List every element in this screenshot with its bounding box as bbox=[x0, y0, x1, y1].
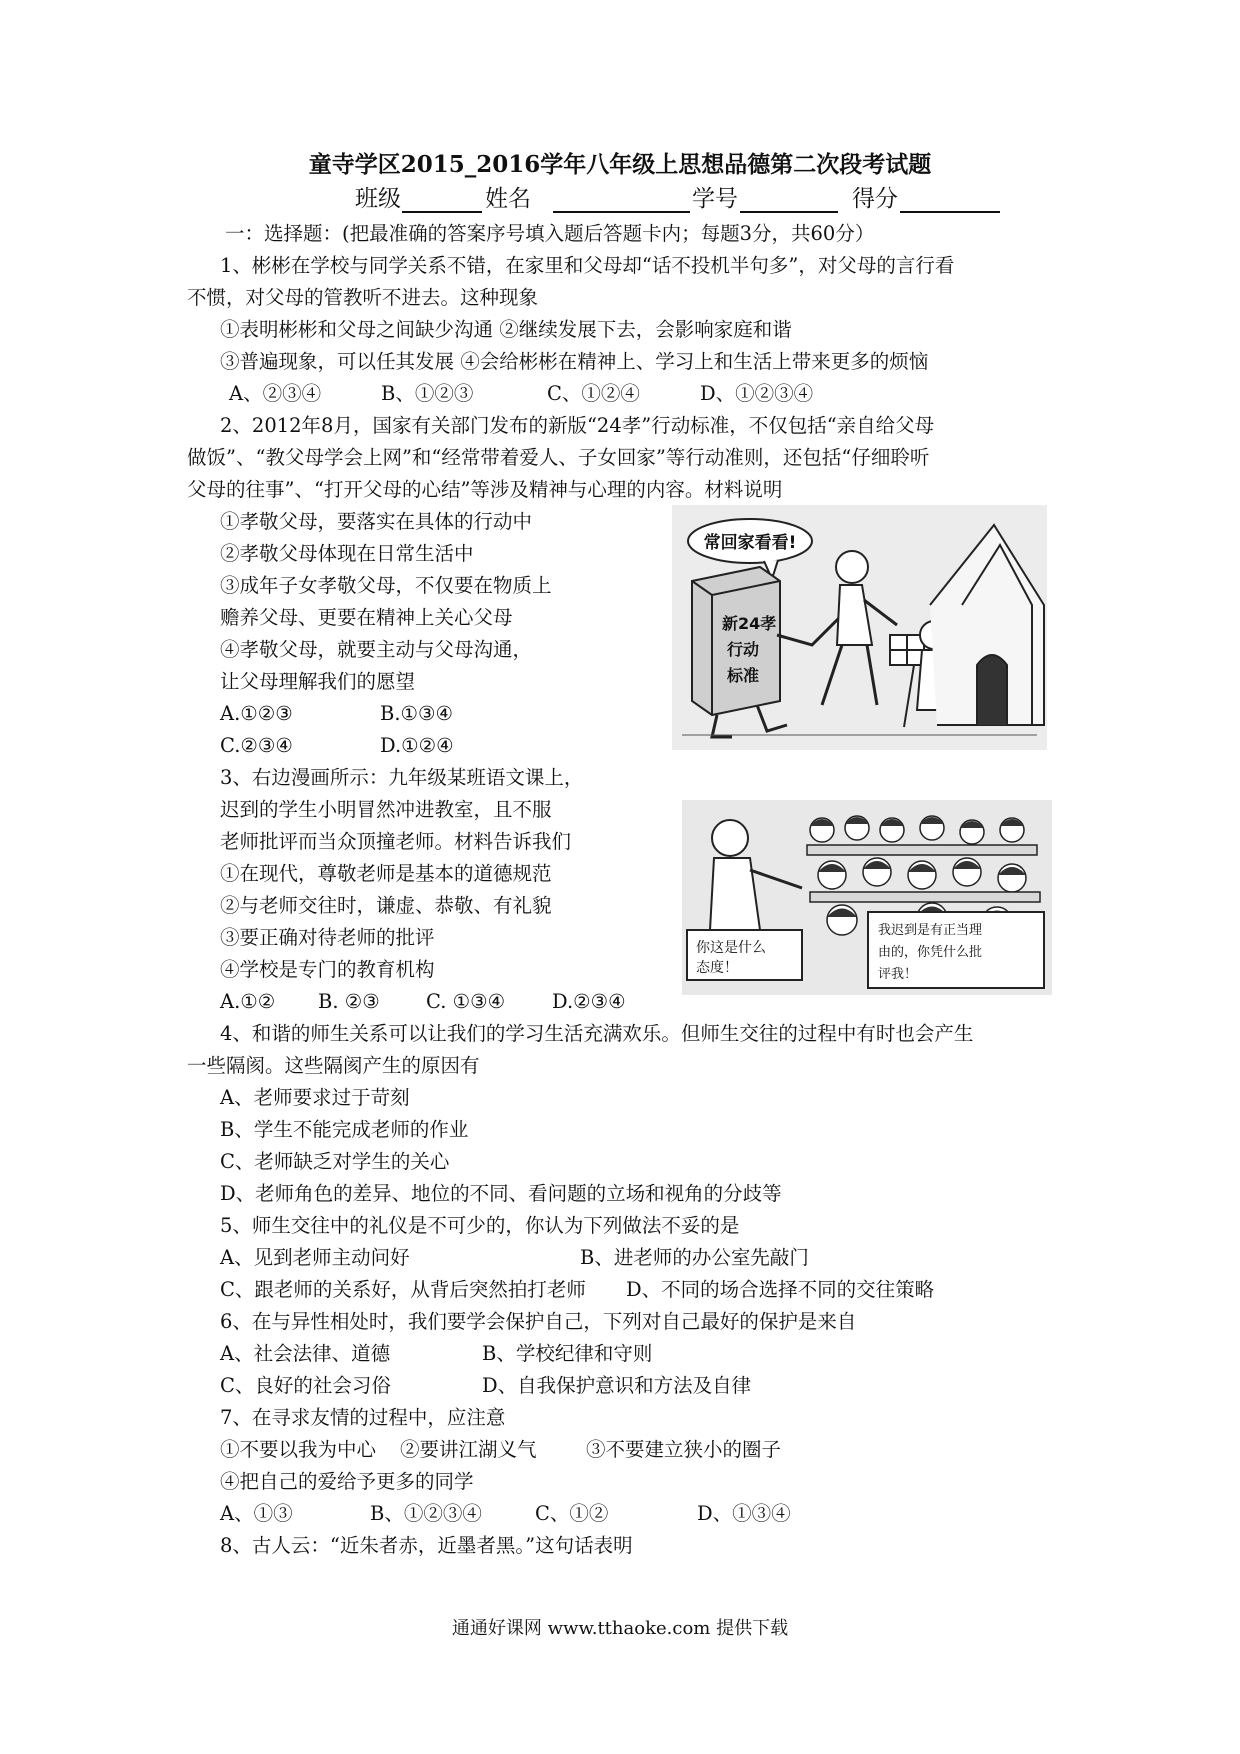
q4-option-d: D、老师角色的差异、地位的不同、看问题的立场和视角的分歧等 bbox=[220, 1182, 782, 1205]
q2-book-line2: 行动 bbox=[727, 640, 760, 659]
q2-option-c: C.②③④ bbox=[220, 734, 293, 757]
q7-statement-1: ①不要以我为中心 bbox=[220, 1438, 377, 1461]
q6-option-a: A、社会法律、道德 bbox=[220, 1342, 391, 1365]
q2-statement-4a: ④孝敬父母，就要主动与父母沟通， bbox=[220, 638, 533, 661]
q1-option-d: D、①②③④ bbox=[700, 382, 814, 405]
q7-statement-4: ④把自己的爱给予更多的同学 bbox=[220, 1470, 474, 1493]
q7-statement-2: ②要讲江湖义气 bbox=[400, 1438, 537, 1461]
q2-statement-3a: ③成年子女孝敬父母，不仅要在物质上 bbox=[220, 574, 552, 597]
q5-stem: 5、师生交往中的礼仪是不可少的，你认为下列做法不妥的是 bbox=[220, 1214, 740, 1237]
q7-option-d: D、①③④ bbox=[697, 1502, 791, 1525]
q5-option-b: B、进老师的办公室先敲门 bbox=[580, 1246, 809, 1269]
q2-statement-2: ②孝敬父母体现在日常生活中 bbox=[220, 542, 474, 565]
q3-cartoon bbox=[682, 800, 1052, 995]
q4-stem-line2: 一些隔阂。这些隔阂产生的原因有 bbox=[187, 1054, 480, 1077]
q1-statement-1: ①表明彬彬和父母之间缺少沟通 ②继续发展下去，会影响家庭和谐 bbox=[220, 318, 792, 341]
q2-book-line1: 新24孝 bbox=[722, 614, 777, 633]
score-label: 得分 bbox=[852, 186, 898, 212]
q1-option-c: C、①②④ bbox=[547, 382, 640, 405]
q3-option-c: C. ①③④ bbox=[426, 990, 506, 1013]
q3-option-d: D.②③④ bbox=[552, 990, 626, 1013]
q1-option-a: A、②③④ bbox=[229, 382, 322, 405]
q7-option-b: B、①②③④ bbox=[370, 1502, 482, 1525]
q1-stem-line2: 不惯，对父母的管教听不进去。这种现象 bbox=[187, 286, 539, 309]
name-label: 姓名 bbox=[485, 186, 531, 212]
q6-option-b: B、学校纪律和守则 bbox=[482, 1342, 653, 1365]
q3-statement-3: ③要正确对待老师的批评 bbox=[220, 926, 435, 949]
q2-book-line3: 标准 bbox=[727, 666, 760, 685]
q2-option-d: D.①②④ bbox=[380, 734, 454, 757]
q1-option-b: B、①②③ bbox=[381, 382, 474, 405]
q3-cartoon-teacher-line1: 你这是什么 bbox=[696, 940, 766, 956]
q3-statement-2: ②与老师交往时，谦虚、恭敬、有礼貌 bbox=[220, 894, 552, 917]
q7-option-a: A、①③ bbox=[220, 1502, 293, 1525]
q2-option-a: A.①②③ bbox=[220, 702, 293, 725]
q6-option-d: D、自我保护意识和方法及自律 bbox=[482, 1374, 752, 1397]
q3-option-b: B. ②③ bbox=[318, 990, 380, 1013]
q1-stem-line1: 1、彬彬在学校与同学关系不错，在家里和父母却“话不投机半句多”，对父母的言行看 bbox=[220, 254, 955, 277]
q2-statement-4b: 让父母理解我们的愿望 bbox=[220, 670, 416, 693]
q6-stem: 6、在与异性相处时，我们要学会保护自己，下列对自己最好的保护是来自 bbox=[220, 1310, 857, 1333]
filial-piety-cartoon bbox=[672, 505, 1047, 750]
q2-stem-line2: 做饭”、“教父母学会上网”和“经常带着爱人、子女回家”等行动准则，还包括“仔细聆听 bbox=[187, 446, 930, 469]
q3-option-a: A.①② bbox=[220, 990, 276, 1013]
page-footer[interactable]: 通通好课网 www.tthaoke.com 提供下载 bbox=[451, 1618, 789, 1639]
number-blank[interactable] bbox=[740, 211, 838, 213]
q4-option-a: A、老师要求过于苛刻 bbox=[220, 1086, 410, 1109]
q3-cartoon-student-line1: 我迟到是有正当理 bbox=[878, 923, 983, 938]
section-heading: 一：选择题：(把最准确的答案序号填入题后答题卡内；每题3分，共60分） bbox=[225, 222, 875, 245]
q3-cartoon-student-line3: 评我！ bbox=[878, 967, 918, 982]
classroom-cartoon bbox=[682, 800, 1052, 995]
q3-statement-1: ①在现代，尊敬老师是基本的道德规范 bbox=[220, 862, 552, 885]
q4-option-c: C、老师缺乏对学生的关心 bbox=[220, 1150, 450, 1173]
class-label: 班级 bbox=[355, 186, 401, 212]
q3-cartoon-teacher-line2: 态度！ bbox=[696, 960, 738, 976]
q6-option-c: C、良好的社会习俗 bbox=[220, 1374, 391, 1397]
q3-stem-line2: 迟到的学生小明冒然冲进教室，且不服 bbox=[220, 798, 552, 821]
q7-option-c: C、①② bbox=[535, 1502, 609, 1525]
q2-statement-3b: 赡养父母、更要在精神上关心父母 bbox=[220, 606, 513, 629]
number-label: 学号 bbox=[692, 186, 738, 212]
q2-option-b: B.①③④ bbox=[380, 702, 453, 725]
score-blank[interactable] bbox=[900, 211, 1000, 213]
q2-stem-line3: 父母的往事”、“打开父母的心结”等涉及精神与心理的内容。材料说明 bbox=[187, 478, 783, 501]
q4-option-b: B、学生不能完成老师的作业 bbox=[220, 1118, 469, 1141]
q2-cartoon bbox=[672, 505, 1047, 750]
q1-statement-2: ③普遍现象，可以任其发展 ④会给彬彬在精神上、学习上和生活上带来更多的烦恼 bbox=[220, 350, 929, 373]
q3-cartoon-student-line2: 由的，你凭什么批 bbox=[878, 945, 983, 960]
q2-stem-line1: 2、2012年8月，国家有关部门发布的新版“24孝”行动标准，不仅包括“亲自给父母 bbox=[220, 414, 935, 437]
q2-statement-1: ①孝敬父母，要落实在具体的行动中 bbox=[220, 510, 533, 533]
q8-stem: 8、古人云：“近朱者赤，近墨者黑。”这句话表明 bbox=[220, 1534, 633, 1557]
q3-statement-4: ④学校是专门的教育机构 bbox=[220, 958, 435, 981]
q4-stem-line1: 4、和谐的师生关系可以让我们的学习生活充满欢乐。但师生交往的过程中有时也会产生 bbox=[220, 1022, 974, 1045]
q5-option-c: C、跟老师的关系好，从背后突然拍打老师 bbox=[220, 1278, 586, 1301]
name-blank[interactable] bbox=[553, 211, 690, 213]
q7-stem: 7、在寻求友情的过程中，应注意 bbox=[220, 1406, 506, 1429]
q5-option-d: D、不同的场合选择不同的交往策略 bbox=[626, 1278, 935, 1301]
q2-cartoon-bubble-text: 常回家看看! bbox=[703, 533, 797, 553]
page-title: 童寺学区2015_2016学年八年级上思想品德第二次段考试题 bbox=[308, 151, 932, 178]
class-blank[interactable] bbox=[402, 211, 482, 213]
q7-statement-3: ③不要建立狭小的圈子 bbox=[586, 1438, 782, 1461]
q3-stem-line1: 3、右边漫画所示：九年级某班语文课上， bbox=[220, 766, 584, 789]
q5-option-a: A、见到老师主动问好 bbox=[220, 1246, 410, 1269]
q3-stem-line3: 老师批评而当众顶撞老师。材料告诉我们 bbox=[220, 830, 572, 853]
